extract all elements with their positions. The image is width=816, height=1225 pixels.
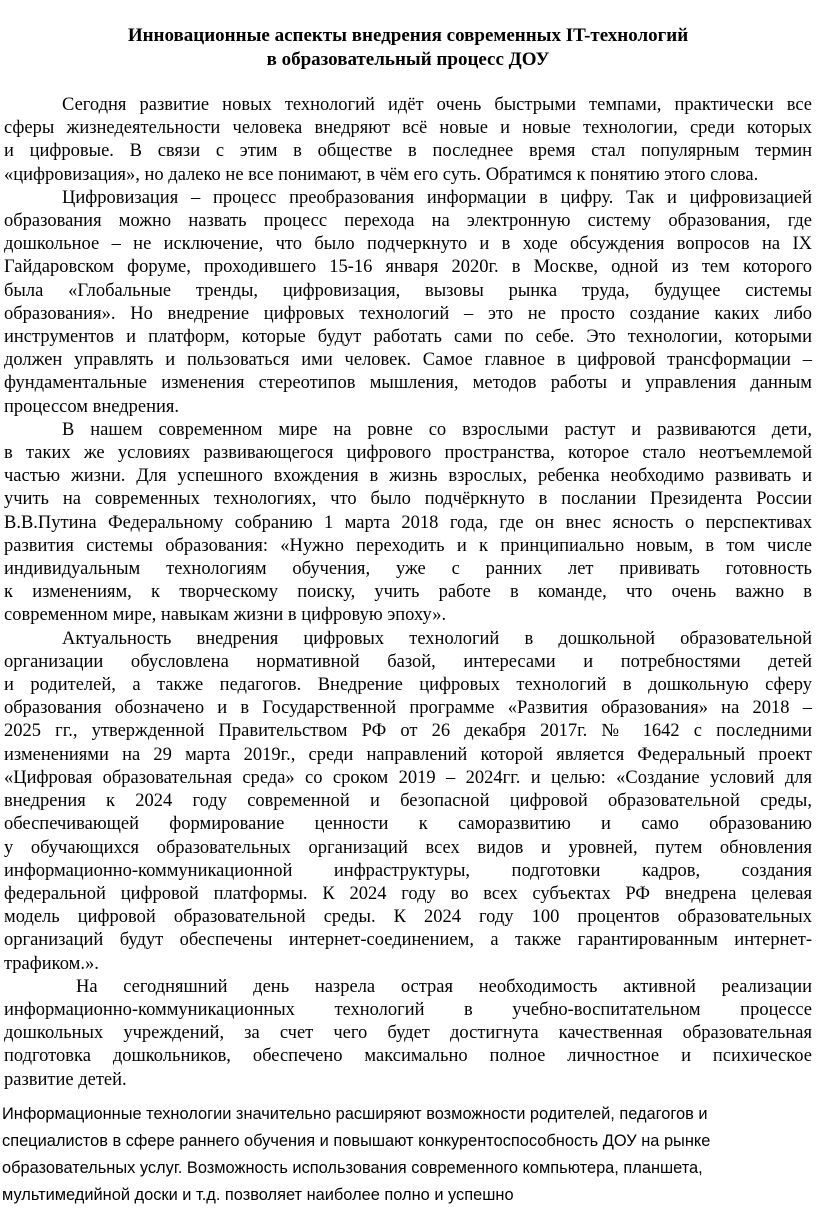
p4-line-8: внедрения к 2024 году современной и безопасной цифровой образовательной среды, <box>4 791 812 812</box>
p2-line-4: Гайдаровском форуме, проходившего 15-16 января 2020г. в Москве, одной из тем которого <box>4 257 812 278</box>
p2-line-7: инструментов и платформ, которые будут работать сами по себе. Это технологии, которыми <box>4 327 812 348</box>
p5-line-5: развитие детей. <box>4 1069 127 1090</box>
paragraph-4 <box>0 628 816 976</box>
p2-line-3: дошкольное – не исключение, что было подчеркнуто и в ходе обсуждения вопросов на IX <box>4 234 812 255</box>
paragraph-1 <box>0 94 816 187</box>
p4-line-13: модель цифровой образовательной среды. К 2024 году 100 процентов образовательных <box>4 907 812 928</box>
p3-line-8: к изменениям, к творческому поиску, учить работе в команде, что очень важно в <box>4 582 812 603</box>
p4-line-6: изменениями на 29 марта 2019г., среди направлений которой является Федеральный проект <box>4 744 812 765</box>
p4-line-2: организации обусловлена нормативной базой, интересами и потребностями детей <box>4 651 812 672</box>
p3-line-6: развития системы образования: «Нужно переходить и к принципиально новым, в том числе <box>4 535 812 556</box>
p4-line-11: информационно-коммуникационной инфраструктуры, подготовки кадров, создания <box>4 860 812 881</box>
p4-line-3: и родителей, а также педагогов. Внедрение цифровых технологий в дошкольную сферу <box>4 675 812 696</box>
p2-line-8: должен управлять и пользоваться ими человек. Самое главное в цифровой трансформации – <box>4 350 812 371</box>
p5-line-3: дошкольных учреждений, за счет чего будет достигнута качественная образовательная <box>4 1023 812 1044</box>
p4-line-4: образования обозначено и в Государственной программе «Развития образования» на 2018 – <box>4 698 812 719</box>
p2-line-5: была «Глобальные тренды, цифровизация, вызовы рынка труда, будущее системы <box>4 280 812 301</box>
p4-line-7: «Цифровая образовательная среда» со сроком 2019 – 2024гг. и целью: «Создание условий для <box>4 767 812 788</box>
p5-line-4: подготовка дошкольников, обеспечено максимально полное личностное и психическое <box>4 1046 812 1067</box>
p3-line-3: частью жизни. Для успешного вхождения в жизнь взрослых, ребенка необходимо развивать и <box>4 466 812 487</box>
p3-line-7: индивидуальным технологиям обучения, уже с ранних лет прививать готовность <box>4 559 812 580</box>
p1-line-3: и цифровые. В связи с этим в обществе в последнее время стал популярным термин <box>4 141 812 162</box>
p4-line-9: обеспечивающей формирование ценности к саморазвитию и само образованию <box>4 814 812 835</box>
p2-line-6: образования». Но внедрение цифровых технологий – это не просто создание каких либо <box>4 303 812 324</box>
paragraph-2 <box>0 187 816 419</box>
closing-line-2: специалистов в сфере раннего обучения и повышают конкурентоспособность ДОУ на рынке <box>2 1132 711 1150</box>
p4-line-5: 2025 гг., утвержденной Правительством РФ от 26 декабря 2017г. № 1642 с последними <box>4 721 812 742</box>
p4-line-1: Актуальность внедрения цифровых технологий в дошкольной образовательной <box>62 628 812 649</box>
p3-line-4: учить на современных технологиях, что было подчёркнуто в послании Президента России <box>4 489 812 510</box>
p1-line-2: сферы жизнедеятельности человека внедряют всё новые и новые технологии, среди которых <box>4 118 812 139</box>
p2-line-9: фундаментальные изменения стереотипов мышления, методов работы и управления данным <box>4 373 812 394</box>
p5-line-2: информационно-коммуникационных технологий в учебно-воспитательном процессе <box>4 999 812 1020</box>
document-body <box>0 94 816 1092</box>
p4-line-12: федеральной цифровой платформы. К 2024 году во всех субъектах РФ внедрена целевая <box>4 883 812 904</box>
p5-line-1: На сегодняшний день назрела острая необходимость активной реализации <box>76 976 812 997</box>
p2-line-10: процессом внедрения. <box>4 396 180 417</box>
p3-line-5: В.В.Путина Федеральному собранию 1 марта 2018 года, где он внес ясность о перспективах <box>4 512 812 533</box>
p2-line-1: Цифровизация – процесс преобразования информации в цифру. Так и цифровизацией <box>62 187 812 208</box>
p2-line-2: образования можно назвать процесс перехода на электронную систему образования, где <box>4 211 812 232</box>
p1-line-1: Сегодня развитие новых технологий идёт очень быстрыми темпами, практически все <box>62 95 812 115</box>
paragraph-5 <box>0 976 816 1092</box>
paragraph-3 <box>0 419 816 628</box>
closing-paragraph <box>0 1101 816 1209</box>
closing-line-4: мультимедийной доски и т.д. позволяет наиболее полно и успешно <box>2 1186 514 1204</box>
title-line-1: Инновационные аспекты внедрения современных IT-технологий <box>127 25 689 46</box>
p3-line-9: современном мире, навыкам жизни в цифровую эпоху». <box>4 605 447 626</box>
closing-line-1: Информационные технологии значительно расширяют возможности родителей, педагогов и <box>2 1105 708 1123</box>
p4-line-14: организаций будут обеспечены интернет-соединением, а также гарантированным интернет- <box>4 930 812 951</box>
document-title <box>0 24 816 72</box>
p1-line-4: «цифровизация», но далеко не все понимают, в чём его суть. Обратимся к понятию этого слова. <box>4 164 759 185</box>
closing-line-3: образовательных услуг. Возможность использования современного компьютера, планшета, <box>2 1159 703 1177</box>
p3-line-2: в таких же условиях развивающегося цифрового пространства, которое стало неотъемлемой <box>4 443 812 464</box>
p4-line-15: трафиком.». <box>4 953 99 974</box>
p3-line-1: В нашем современном мире на ровне со взрослыми растут и развиваются дети, <box>62 419 812 440</box>
title-line-2: в образовательный процесс ДОУ <box>266 49 550 70</box>
p4-line-10: у обучающихся образовательных организаций всех видов и уровней, путем обновления <box>4 837 812 858</box>
